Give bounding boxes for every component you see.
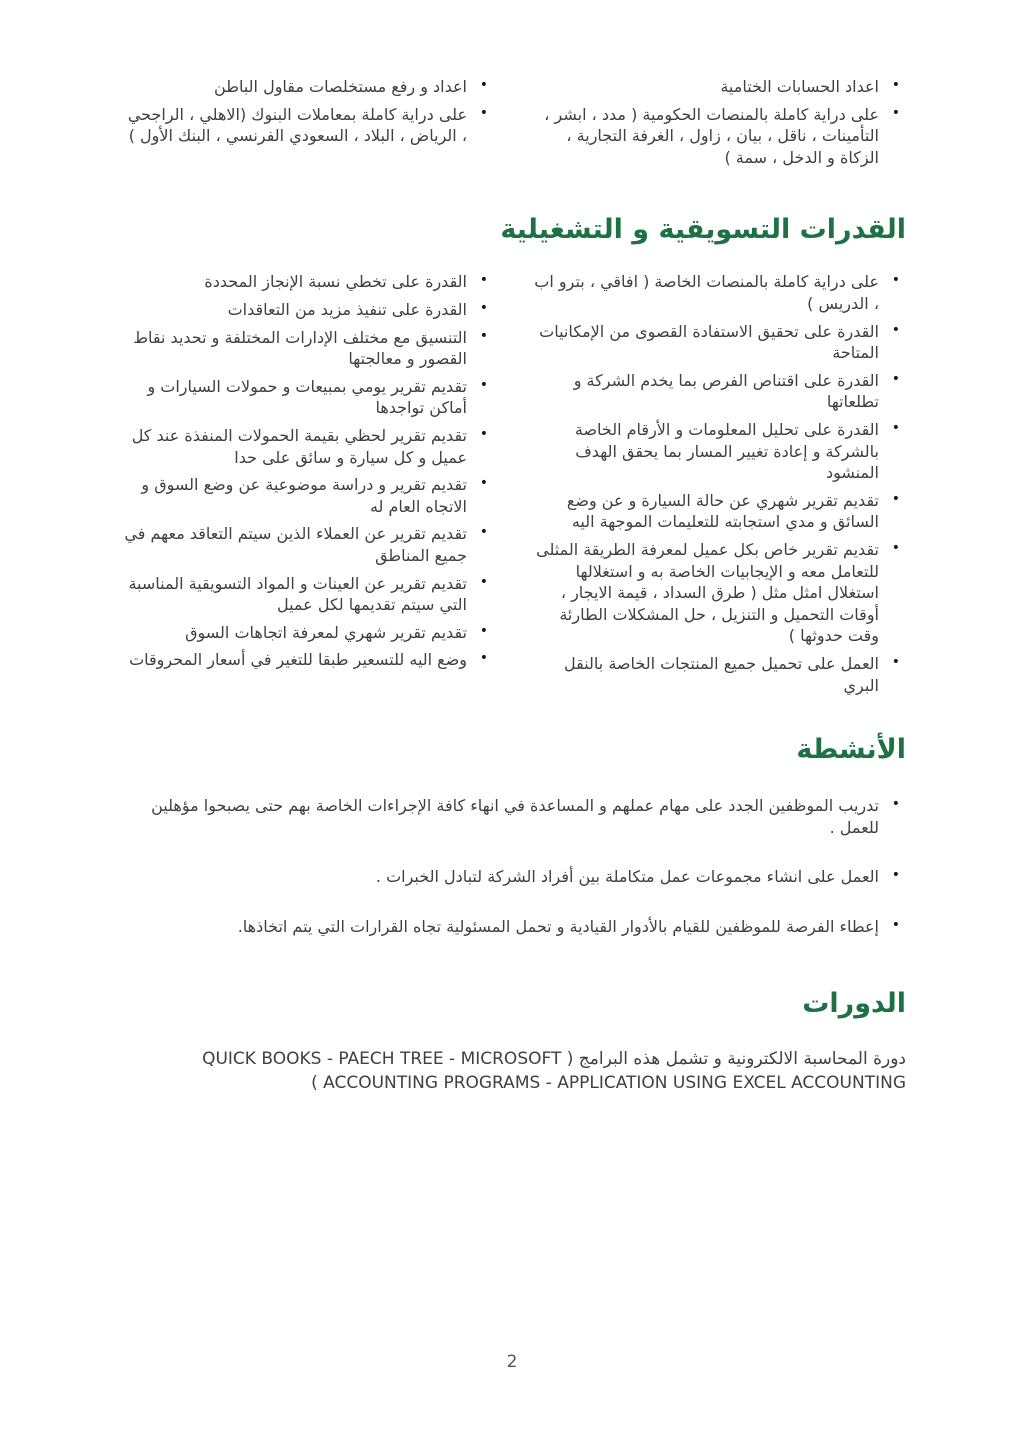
list-item: • اعداد و رفع مستخلصات مقاول الباطن (118, 76, 494, 98)
list-item: • القدرة على تنفيذ مزيد من التعاقدات (118, 299, 494, 321)
list-item: • تقديم تقرير شهري لمعرفة اتجاهات السوق (118, 622, 494, 644)
list-item: • تقديم تقرير لحظي بقيمة الحمولات المنفذة عند كل عميل و كل سيارة و سائق على حدا (118, 425, 494, 468)
section-title-activities: الأنشطة (796, 734, 906, 766)
section-activities (118, 732, 906, 937)
list-item: • تقديم تقرير خاص بكل عميل لمعرفة الطريقة المثلى للتعامل معه و الإيجابيات الخاصة به و استغلالها استغلال امثل مثل ( طرق السداد ، قيمة الايجار ، أوقات التحميل و التنزيل ، حل المشكلات الطارئة وقت حدوثها ) (530, 539, 906, 647)
list-item: • العمل على انشاء مجموعات عمل متكاملة بين أفراد الشركة لتبادل الخبرات . (118, 866, 906, 888)
list-item: • تقديم تقرير و دراسة موضوعية عن وضع السوق و الاتجاه العام له (118, 474, 494, 517)
list-item: • تقديم تقرير عن العملاء الذين سيتم التعاقد معهم في جميع المناطق (118, 523, 494, 566)
list-item: • على دراية كاملة بالمنصات الحكومية ( مدد ، ابشر ، التأمينات ، ناقل ، بيان ، زاول ، الغرفة التجارية ، الزكاة و الدخل ، سمة ) (530, 104, 906, 169)
list-item: • القدرة على تخطي نسبة الإنجاز المحددة (118, 271, 494, 293)
two-column-layout (118, 271, 906, 702)
left-column (118, 271, 494, 702)
section-title-marketing-operational: القدرات التسويقية و التشغيلية (500, 214, 906, 246)
courses-paragraph: دورة المحاسبة الالكترونية و تشمل هذه البرامج ( QUICK BOOKS - PAECH TREE - MICROSOFT ACCOUNTING PROGRAMS - APPLICATION USING EXCEL ACCOUNTING ) (202, 1048, 906, 1094)
bullet-list (530, 76, 906, 168)
right-column (530, 271, 906, 702)
section-courses (118, 986, 906, 1096)
list-item: • العمل على تحميل جميع المنتجات الخاصة بالنقل البري (530, 653, 906, 696)
page-number: 2 (506, 1352, 518, 1372)
section-platforms-banks (118, 76, 906, 174)
list-item: • على دراية كاملة بالمنصات الخاصة ( افاقي ، بترو اب ، الدريس ) (530, 271, 906, 314)
list-item: • التنسيق مع مختلف الإدارات المختلفة و تحديد نقاط القصور و معالجتها (118, 327, 494, 370)
bullet-list (118, 271, 494, 671)
bullet-list (530, 271, 906, 696)
list-item: • اعداد الحسابات الختامية (530, 76, 906, 98)
right-column (530, 76, 906, 174)
list-item: • على دراية كاملة بمعاملات البنوك (الاهلي ، الراجحي ، الرياض ، البلاد ، السعودي الفرنسي ، البنك الأول ) (118, 104, 494, 147)
left-column (118, 76, 494, 174)
two-column-layout (118, 76, 906, 174)
list-item: • تقديم تقرير يومي بمبيعات و حمولات السيارات و أماكن تواجدها (118, 376, 494, 419)
list-item: • تدريب الموظفين الجدد على مهام عملهم و المساعدة في انهاء كافة الإجراءات الخاصة بهم حتى يصبحوا مؤهلين للعمل . (118, 795, 906, 838)
list-item: • القدرة على تحقيق الاستفادة القصوى من الإمكانيات المتاحة (530, 321, 906, 364)
section-title-courses: الدورات (802, 987, 906, 1019)
section-marketing-operational (118, 212, 906, 702)
list-item: • تقديم تقرير شهري عن حالة السيارة و عن وضع السائق و مدي استجابته للتعليمات الموجهة اليه (530, 490, 906, 533)
list-item: • القدرة على تحليل المعلومات و الأرقام الخاصة بالشركة و إعادة تغيير المسار بما يحقق الهدف المنشود (530, 419, 906, 484)
list-item: • القدرة على اقتناص الفرص بما يخدم الشركة و تطلعاتها (530, 370, 906, 413)
list-item: • تقديم تقرير عن العينات و المواد التسويقية المناسبة التي سيتم تقديمها لكل عميل (118, 573, 494, 616)
list-item: • إعطاء الفرصة للموظفين للقيام بالأدوار القيادية و تحمل المسئولية تجاه القرارات التي يتم اتخاذها. (118, 916, 906, 938)
bullet-list (118, 76, 494, 147)
list-item: • وضع اليه للتسعير طبقا للتغير في أسعار المحروقات (118, 649, 494, 671)
bullet-list (118, 795, 906, 937)
